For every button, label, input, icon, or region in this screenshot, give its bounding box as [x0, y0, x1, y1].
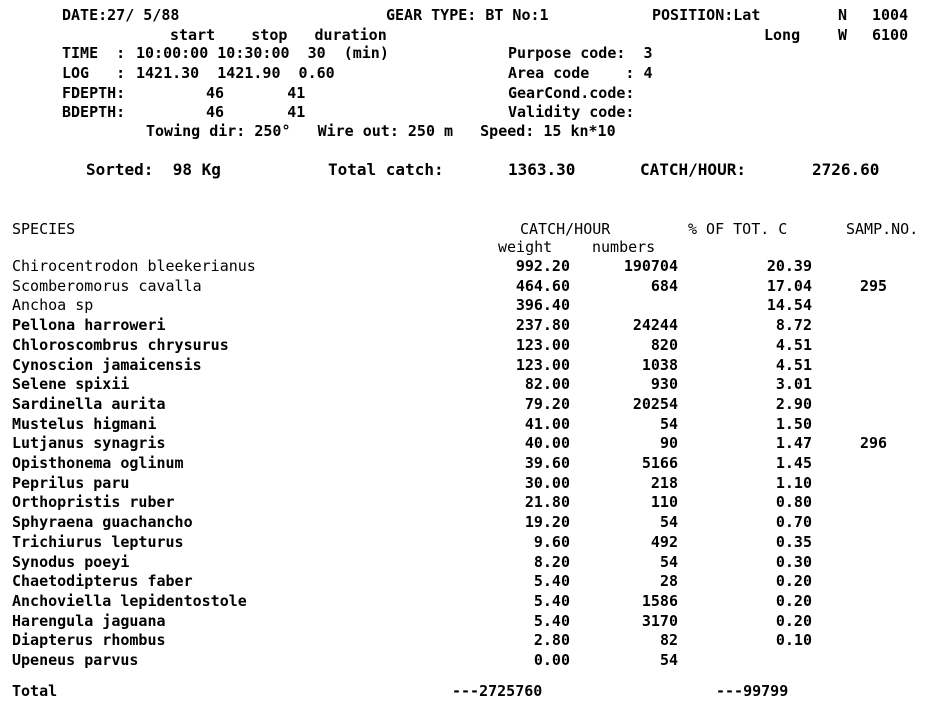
percent-value: 0.20 — [775, 611, 812, 630]
towing-info: Towing dir: 250° Wire out: 250 m Speed: 15 kn*10 — [146, 122, 616, 140]
species-name: Chaetodipterus faber — [12, 572, 193, 591]
numbers-value: 930 — [650, 375, 678, 394]
weight-value: 464.60 — [515, 276, 570, 295]
catch-hour-value: 2726.60 — [812, 160, 880, 179]
table-row — [0, 355, 950, 375]
species-name: Diapterus rhombus — [12, 631, 166, 650]
species-name: Mustelus higmani — [12, 414, 157, 433]
weight-value: 123.00 — [515, 335, 570, 354]
sample-number: 295 — [860, 276, 888, 295]
species-name: Trichiurus lepturus — [12, 532, 184, 551]
species-name: Orthopristis ruber — [12, 493, 175, 512]
percent-value: 0.20 — [775, 591, 812, 610]
percent-value: 0.70 — [775, 513, 812, 532]
numbers-value: 20254 — [632, 394, 678, 413]
weight-value: 396.40 — [515, 296, 570, 315]
weight-value: 123.00 — [515, 355, 570, 374]
lat-direction: N — [838, 6, 848, 24]
percent-value: 0.35 — [775, 532, 812, 551]
percent-value: 1.10 — [775, 473, 812, 492]
numbers-value: 54 — [659, 414, 678, 433]
gear-type: GEAR TYPE: BT No:1 — [386, 6, 549, 24]
gearcond-code: GearCond.code: — [508, 84, 635, 102]
species-name: Anchoviella lepidentostole — [12, 591, 247, 610]
numbers-value: 684 — [650, 276, 678, 295]
weight-value: 39.60 — [524, 454, 570, 472]
table-row — [0, 276, 950, 296]
table-row — [0, 433, 950, 453]
species-name: Cynoscion jamaicensis — [12, 355, 202, 374]
weight-value: 5.40 — [533, 591, 570, 610]
percent-value: 8.72 — [775, 316, 812, 335]
species-name: Sardinella aurita — [12, 394, 166, 413]
fdepth-label: FDEPTH: — [62, 84, 126, 102]
purpose-code: Purpose code: 3 — [508, 44, 653, 62]
percent-value: 0.10 — [775, 631, 812, 650]
weight-value: 5.40 — [533, 611, 570, 630]
numbers-value: 54 — [659, 513, 678, 532]
numbers-value: 492 — [650, 532, 678, 551]
weight-value: 992.20 — [515, 257, 570, 275]
percent-value: 2.90 — [775, 394, 812, 413]
total-weight: ---2725760 — [452, 682, 543, 700]
long-label: Long — [764, 26, 801, 44]
weight-value: 40.00 — [524, 434, 570, 453]
weight-value: 0.00 — [533, 651, 570, 669]
species-name: Opisthonema oglinum — [12, 454, 184, 472]
numbers-value: 5166 — [641, 454, 678, 472]
bdepth-values: 46 41 — [206, 103, 306, 121]
table-row — [0, 414, 950, 434]
weight-value: 19.20 — [524, 513, 570, 532]
weight-value: 41.00 — [524, 414, 570, 433]
table-row — [0, 315, 950, 335]
species-name: Lutjanus synagris — [12, 434, 166, 453]
percent-value: 1.50 — [775, 414, 812, 433]
total-catch-value: 1363.30 — [508, 160, 576, 179]
weight-value: 82.00 — [524, 375, 570, 394]
table-row — [0, 512, 950, 532]
table-row — [0, 374, 950, 394]
percent-value: 0.20 — [775, 572, 812, 591]
table-row — [0, 394, 950, 414]
numbers-value: 82 — [659, 631, 678, 650]
species-name: Harengula jaguana — [12, 611, 166, 630]
table-row — [0, 256, 950, 276]
table-row — [0, 492, 950, 512]
total-percent: ---99799 — [716, 682, 789, 700]
species-name: Pellona harroweri — [12, 316, 166, 335]
total-catch-label: Total catch: — [328, 160, 444, 179]
table-row — [0, 335, 950, 355]
percent-value: 0.80 — [775, 493, 812, 512]
species-name: Anchoa sp — [12, 296, 94, 315]
table-row — [0, 650, 950, 670]
table-row — [0, 591, 950, 611]
time-label: TIME : — [62, 44, 126, 62]
weight-value: 30.00 — [524, 473, 570, 492]
species-name: Sphyraena guachancho — [12, 513, 193, 532]
table-row — [0, 552, 950, 572]
weight-value: 2.80 — [533, 631, 570, 650]
numbers-subheader: numbers — [592, 238, 656, 256]
table-row — [0, 473, 950, 493]
percent-value: 1.45 — [775, 454, 812, 472]
numbers-value: 24244 — [632, 316, 678, 335]
percent-value: 4.51 — [775, 335, 812, 354]
numbers-value: 1586 — [641, 591, 678, 610]
species-name: Peprilus paru — [12, 473, 130, 492]
total-label: Total — [12, 682, 58, 700]
sample-column-header: SAMP.NO. — [846, 220, 919, 238]
species-name: Selene spixii — [12, 375, 130, 394]
percent-value: 4.51 — [775, 355, 812, 374]
sample-number: 296 — [860, 434, 888, 453]
numbers-value: 1038 — [641, 355, 678, 374]
numbers-value: 54 — [659, 552, 678, 571]
percent-value: 17.04 — [766, 276, 812, 295]
weight-value: 5.40 — [533, 572, 570, 591]
species-name: Chirocentrodon bleekerianus — [12, 257, 256, 275]
species-name: Upeneus parvus — [12, 651, 139, 669]
percent-value: 20.39 — [766, 257, 812, 275]
numbers-value: 3170 — [641, 611, 678, 630]
species-name: Synodus poeyi — [12, 552, 130, 571]
numbers-value: 54 — [659, 651, 678, 669]
weight-value: 21.80 — [524, 493, 570, 512]
long-value: 6100 — [872, 26, 909, 44]
numbers-value: 218 — [650, 473, 678, 492]
percent-column-header: % OF TOT. C — [688, 220, 788, 238]
bdepth-label: BDEPTH: — [62, 103, 126, 121]
numbers-value: 190704 — [623, 257, 678, 275]
numbers-value: 28 — [659, 572, 678, 591]
time-values: 10:00:00 10:30:00 30 (min) — [136, 44, 389, 62]
table-row — [0, 611, 950, 631]
long-direction: W — [838, 26, 848, 44]
percent-value: 0.30 — [775, 552, 812, 571]
numbers-value: 820 — [650, 335, 678, 354]
species-column-header: SPECIES — [12, 220, 76, 238]
table-row — [0, 532, 950, 552]
table-row — [0, 453, 950, 473]
weight-subheader: weight — [498, 238, 553, 256]
numbers-value: 90 — [659, 434, 678, 453]
lat-value: 1004 — [872, 6, 909, 24]
table-row — [0, 630, 950, 650]
table-row — [0, 571, 950, 591]
species-name: Scomberomorus cavalla — [12, 276, 202, 295]
weight-value: 79.20 — [524, 394, 570, 413]
fdepth-values: 46 41 — [206, 84, 306, 102]
validity-code: Validity code: — [508, 103, 635, 121]
numbers-value: 110 — [650, 493, 678, 512]
weight-value: 9.60 — [533, 532, 570, 551]
weight-value: 237.80 — [515, 316, 570, 335]
date-label: DATE:27/ 5/88 — [62, 6, 180, 24]
log-values: 1421.30 1421.90 0.60 — [136, 64, 335, 82]
catch-hour-label: CATCH/HOUR: — [640, 160, 746, 179]
catch-hour-column-header: CATCH/HOUR — [520, 220, 611, 238]
species-name: Chloroscombrus chrysurus — [12, 335, 229, 354]
weight-value: 8.20 — [533, 552, 570, 571]
sorted-weight: Sorted: 98 Kg — [86, 160, 221, 179]
percent-value: 1.47 — [775, 434, 812, 453]
table-row — [0, 295, 950, 315]
column-headings: start stop duration — [170, 26, 387, 44]
log-label: LOG : — [62, 64, 126, 82]
percent-value: 3.01 — [775, 375, 812, 394]
area-code: Area code : 4 — [508, 64, 653, 82]
percent-value: 14.54 — [766, 296, 812, 315]
position-label: POSITION:Lat — [652, 6, 761, 24]
